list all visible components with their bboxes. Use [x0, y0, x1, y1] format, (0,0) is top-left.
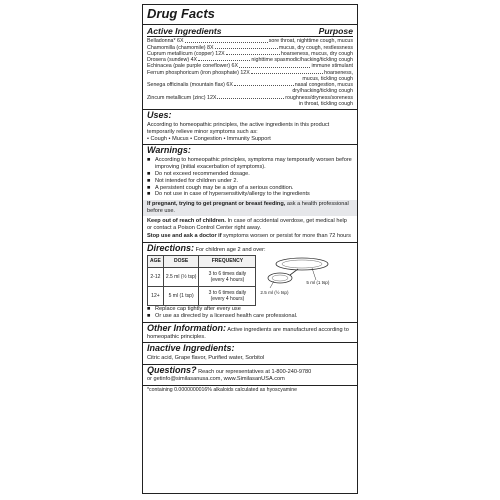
- drug-facts-panel: [142, 4, 358, 494]
- bullet-icon: ■: [147, 312, 151, 319]
- bullet-icon: ■: [147, 191, 151, 198]
- leader-dots: [251, 70, 323, 74]
- warnings-section: [143, 145, 357, 243]
- questions-line-1: Reach our representatives at 1-800-240-9780: [198, 369, 312, 376]
- uses-text: According to homeopathic principles, the active ingredients in this product temporarily relieve minor symptoms such as:: [147, 121, 330, 135]
- warnings-list: [147, 157, 353, 198]
- directions-intro: For children age 2 and over:: [195, 247, 266, 254]
- direction-note: [147, 306, 353, 313]
- children-warning: Keep out of reach of children. In case of accidental overdose, get medical help or contact a Poison Control Center right away.: [147, 217, 347, 231]
- ingredient-name: Cuprum metallicum (copper) 12X: [147, 50, 225, 57]
- ingredient-purpose: hoarseness,: [324, 69, 353, 76]
- leader-dots: [198, 57, 250, 61]
- ingredient-purpose: nighttime spasmodic/hacking/tickling cough: [251, 57, 353, 64]
- direction-note: [147, 313, 353, 320]
- ingredient-purpose-continued: in throat, tickling cough: [298, 100, 353, 107]
- bullet-icon: ■: [147, 170, 151, 177]
- ingredient-purpose: sore throat, nighttime cough, mucus: [268, 38, 353, 45]
- stop-use-warning: Stop use and ask a doctor if symptoms worsen or persist for more than 72 hours: [147, 233, 351, 240]
- dosing-spoon-icon: [260, 254, 330, 294]
- other-information-section: [143, 323, 357, 344]
- directions-notes: [147, 306, 353, 320]
- other-information-text: Active ingredients are manufactured according to homeopathic principles.: [147, 326, 349, 340]
- ingredient-purpose: nasal congestion, mucus: [294, 82, 353, 89]
- purpose-heading: Purpose: [318, 25, 353, 36]
- ingredient-purpose: hoarseness, mucus, dry cough: [280, 50, 353, 57]
- pregnancy-warning: If pregnant, trying to get pregnant or breast feeding, ask a health professional before use.: [143, 200, 357, 216]
- active-ingredients-header: [147, 26, 353, 37]
- ingredient-name: Zincum metallicum (zinc) 12X: [147, 94, 217, 101]
- active-ingredients-section: [143, 25, 357, 110]
- bullet-icon: ■: [147, 184, 151, 191]
- warnings-heading: Warnings:: [147, 145, 191, 156]
- leader-dots: [215, 45, 278, 49]
- questions-heading: Questions?: [147, 365, 197, 376]
- ingredient-purpose-continued: dry/hacking/tickling cough: [292, 88, 353, 95]
- large-dose-label: 5 ml (1 tsp): [306, 280, 330, 286]
- ingredient-name: Belladonna* 6X: [147, 38, 184, 45]
- active-ingredients-list: [147, 38, 353, 107]
- dosing-cup-illustration: [260, 254, 330, 306]
- title-section: [143, 5, 357, 25]
- questions-line-2: or getinfo@similasanusa.com, www.SimilasanUSA.com: [147, 376, 285, 383]
- warning-text: Do not exceed recommended dosage.: [155, 170, 250, 177]
- warning-item: [147, 178, 353, 185]
- directions-heading: Directions:: [147, 243, 195, 254]
- other-information-heading: Other Information:: [147, 322, 226, 333]
- direction-note-text: Replace cap tightly after every use: [155, 306, 241, 313]
- warning-text: Not intended for children under 2.: [155, 177, 239, 184]
- small-dose-label: 2.5 ml (½ tsp): [260, 290, 289, 296]
- leader-dots: [234, 82, 294, 86]
- ingredient-purpose: mucus, dry cough, restlessness: [278, 44, 353, 51]
- leader-dots: [217, 95, 284, 99]
- page-title: Drug Facts: [147, 6, 215, 21]
- warning-item: [147, 157, 353, 171]
- dosage-table-header: AGE DOSE FREQUENCY: [148, 256, 256, 268]
- warning-text: A persistent cough may be a sign of a serious condition.: [155, 184, 294, 191]
- inactive-ingredients-heading: Inactive Ingredients:: [147, 343, 235, 354]
- directions-section: [143, 243, 357, 323]
- ingredient-purpose: immune stimulant: [311, 63, 353, 70]
- ingredient-name: Chamomilla (chamomile) 8X: [147, 44, 214, 51]
- table-row: 2-12 2.5 ml (½ tsp) 3 to 6 times daily (every 4 hours): [148, 267, 256, 286]
- warning-item: [147, 185, 353, 192]
- bullet-icon: ■: [147, 306, 151, 313]
- ingredient-purpose-continued: mucus, tickling cough: [302, 75, 353, 82]
- warning-item: [147, 191, 353, 198]
- table-row: 12+ 5 ml (1 tsp) 3 to 6 times daily (every 4 hours): [148, 286, 256, 305]
- ingredient-name: Echinacea (pale purple coneflower) 6X: [147, 63, 238, 70]
- warning-item: [147, 171, 353, 178]
- warning-text: According to homeopathic principles, symptoms may temporarily worsen before improving (initial exacerbation of symptoms).: [155, 157, 352, 171]
- inactive-ingredients-section: [143, 343, 357, 365]
- ingredient-name: Drosera (sundew) 4X: [147, 57, 198, 64]
- ingredient-name: Senega officinalis (mountain flax) 6X: [147, 82, 233, 89]
- dosage-table: [147, 255, 256, 306]
- questions-section: [143, 365, 357, 386]
- active-ingredients-heading: Active Ingredients: [147, 25, 222, 36]
- uses-heading: Uses:: [147, 110, 172, 121]
- warning-text: Do not use in case of hypersensitivity/allergy to the ingredients: [155, 191, 310, 198]
- footnote: *containing 0.0000000016% alkaloids calculated as hyoscyamine: [147, 386, 297, 393]
- leader-dots: [239, 63, 311, 67]
- ingredient-name: Ferrum phosphoricum (iron phosphate) 12X: [147, 69, 250, 76]
- leader-dots: [226, 51, 280, 55]
- direction-note-text: Or use as directed by a licensed health care professional.: [155, 312, 298, 319]
- bullet-icon: ■: [147, 157, 151, 164]
- uses-symptoms: • Cough • Mucus • Congestion • Immunity Support: [147, 135, 271, 142]
- leader-dots: [185, 38, 268, 42]
- inactive-ingredients-text: Citric acid, Grape flavor, Purified water, Sorbitol: [147, 355, 265, 362]
- bullet-icon: ■: [147, 177, 151, 184]
- uses-section: [143, 110, 357, 145]
- ingredient-purpose: roughness/dryness/soreness: [285, 94, 353, 101]
